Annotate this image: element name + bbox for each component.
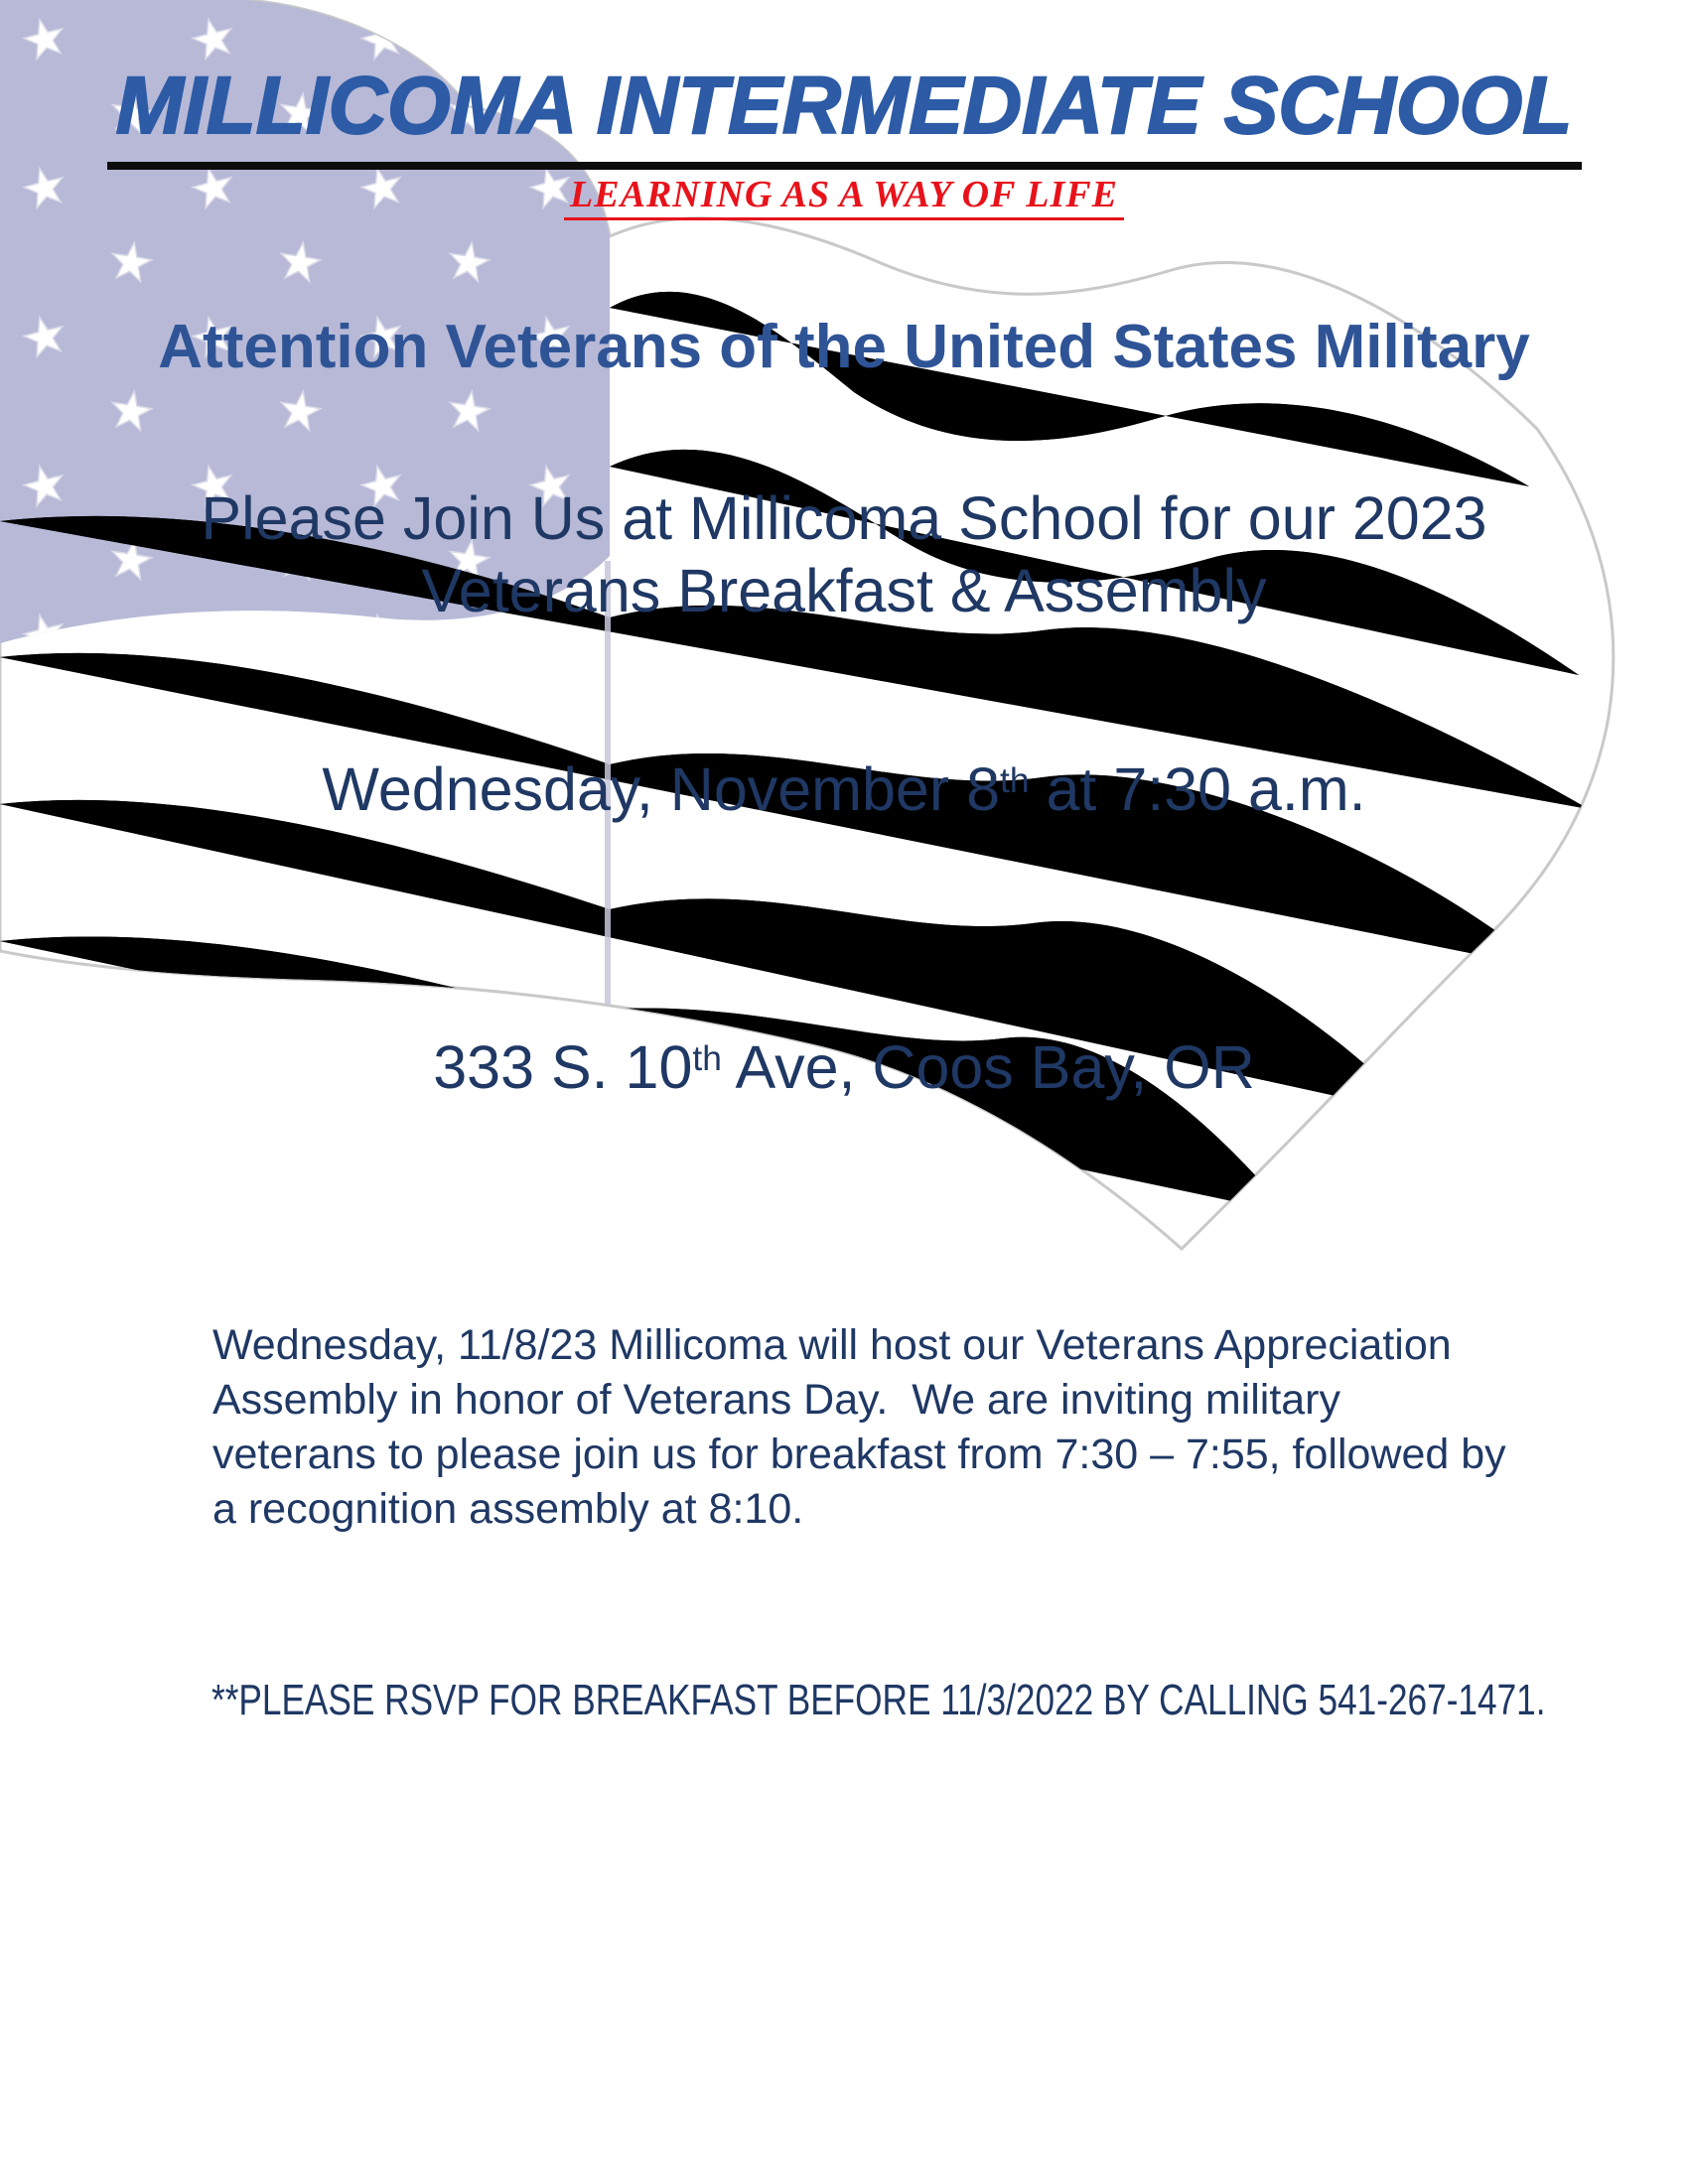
school-tagline: LEARNING AS A WAY OF LIFE (564, 175, 1124, 220)
school-name-title: MILLICOMA INTERMEDIATE SCHOOL (115, 61, 1573, 151)
address-suffix: Ave, Coos Bay, OR (721, 1033, 1255, 1101)
invitation-line-2: Veterans Breakfast & Assembly (421, 557, 1267, 624)
tagline-row (0, 175, 1688, 220)
title-divider-rule (107, 162, 1582, 170)
invitation-line-1: Please Join Us at Millicoma School for our 2023 (201, 484, 1487, 552)
event-date-prefix: Wednesday, November 8 (322, 755, 1001, 823)
event-date-ordinal: th (1000, 761, 1030, 801)
rsvp-note: **PLEASE RSVP FOR BREAKFAST BEFORE 11/3/2022 BY CALLING 541-267-1471. (211, 1676, 1546, 1724)
invitation-lines (0, 482, 1688, 627)
attention-heading: Attention Veterans of the United States Military (158, 313, 1530, 381)
address-prefix: 333 S. 10 (433, 1033, 693, 1101)
address-ordinal: th (692, 1039, 722, 1079)
event-date-line (0, 754, 1688, 824)
body-paragraph-line-4: a recognition assembly at 8:10. (212, 1485, 804, 1533)
body-paragraph-line-1: Wednesday, 11/8/23 Millicoma will host our Veterans Appreciation (212, 1321, 1452, 1369)
event-date-suffix: at 7:30 a.m. (1029, 755, 1366, 823)
body-paragraph-line-3: veterans to please join us for breakfast from 7:30 – 7:55, followed by (212, 1431, 1506, 1478)
body-paragraph-line-2: Assembly in honor of Veterans Day. We are inviting military (212, 1376, 1340, 1424)
address-line (0, 1032, 1688, 1102)
body-paragraph (212, 1318, 1622, 1537)
